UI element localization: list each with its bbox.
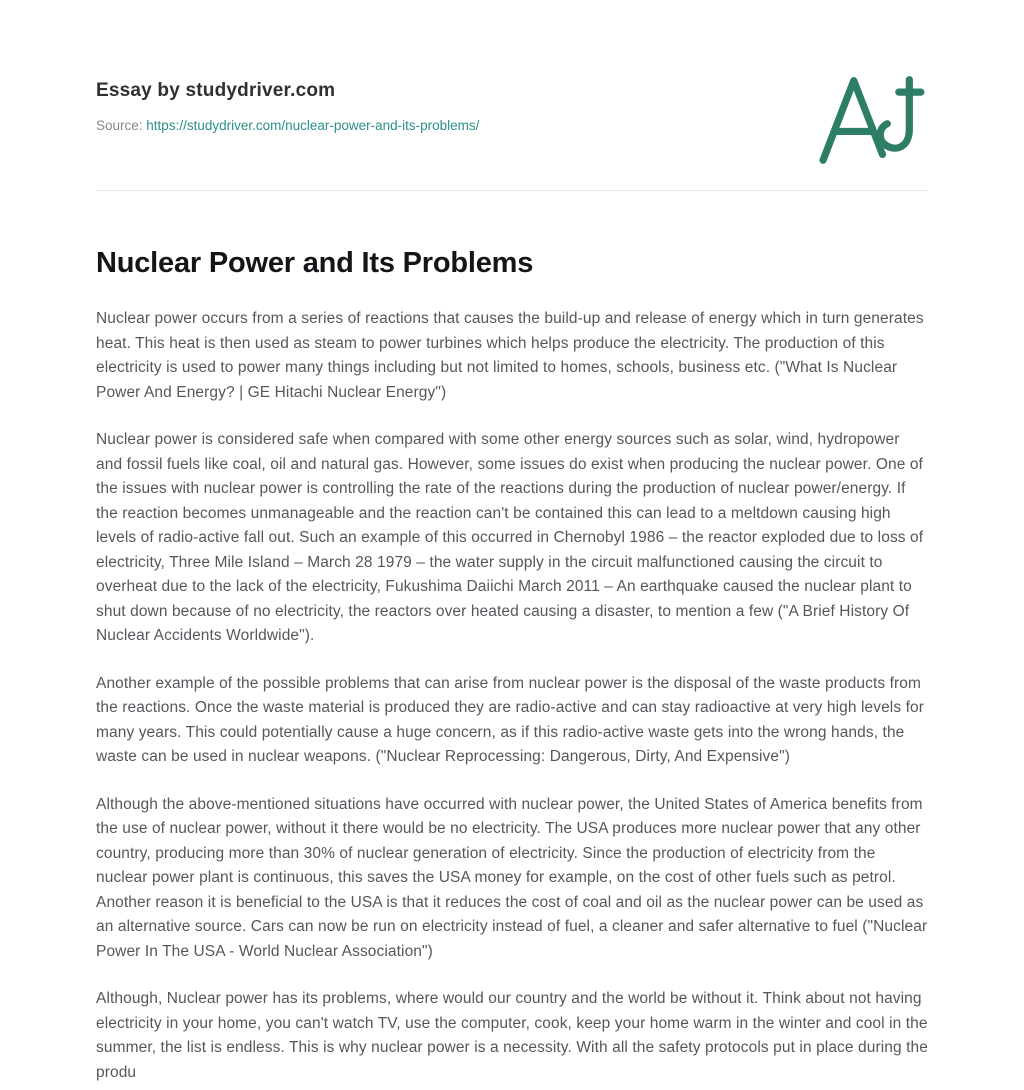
essay-paragraph-4: Although the above-mentioned situations have occurred with nuclear power, the United States of America benefits from the use of nuclear power, without it there would be no electricity. The USA produces more nuclear power that any other country, producing more than 30% of nuclear generation of electricity. Since the production of electricity from the nuclear power plant is continuous, this saves the USA money for example, on the cost of other fuels such as petrol. Another reason it is beneficial to the USA is that it reduces the cost of coal and oil as the nuclear power can be used as an alternative source. Cars can now be run on electricity instead of fuel, a cleaner and safer alternative to fuel ("Nuclear Power In The USA - World Nuclear Association") bbox=[96, 795, 928, 960]
essay-paragraph-1: Nuclear power occurs from a series of reactions that causes the build-up and release of energy which in turn generates heat. This heat is then used as steam to power turbines which helps produce the electricity. The production of this electricity is used to power many things including but not limited to homes, schools, business etc. ("What Is Nuclear Power And Energy? | GE Hitachi Nuclear Energy") bbox=[96, 310, 924, 401]
essay-paragraph-3: Another example of the possible problems that can arise from nuclear power is the disposal of the waste products from the reactions. Once the waste material is produced they are radio-active and can stay radioactive at very high levels for many years. This could potentially cause a huge concern, as if this radio-active waste gets into the wrong hands, the waste can be used in nuclear weapons. ("Nuclear Reprocessing: Dangerous, Dirty, And Expensive") bbox=[96, 674, 924, 765]
page-title: Nuclear Power and Its Problems bbox=[96, 247, 534, 279]
header-text-block bbox=[96, 72, 479, 133]
document-header bbox=[96, 0, 928, 191]
source-line bbox=[96, 118, 479, 133]
studydriver-logo-icon bbox=[816, 72, 926, 164]
essay-paragraph-5: Although, Nuclear power has its problems, where would our country and the world be without it. Think about not having electricity in your home, you can't watch TV, use the computer, cook, keep your home warm in the winter and cool in the summer, the list is endless. This is why nuclear power is a necessity. With all the safety protocols put in place during the produ bbox=[96, 990, 928, 1081]
source-label: Source: bbox=[96, 118, 143, 133]
essay-by-title: Essay by studydriver.com bbox=[96, 80, 336, 101]
essay-paragraph-2: Nuclear power is considered safe when compared with some other energy sources such as solar, wind, hydropower and fossil fuels like coal, oil and natural gas. However, some issues do exist when producing the nuclear power. One of the issues with nuclear power is controlling the rate of the reactions during the production of nuclear power/energy. If the reaction becomes unmanageable and the reaction can't be contained this can lead to a meltdown causing high levels of radio-active fall out. Such an example of this occurred in Chernobyl 1986 – the reactor exploded due to loss of electricity, Three Mile Island – March 28 1979 – the water supply in the circuit malfunctioned causing the circuit to overheat due to the lack of the electricity, Fukushima Daiichi March 2011 – An earthquake caused the nuclear plant to shut down because of no electricity, the reactors over heated causing a disaster, to mention a few ("A Brief History Of Nuclear Accidents Worldwide"). bbox=[96, 431, 924, 644]
essay-body bbox=[96, 191, 928, 1085]
source-link[interactable]: https://studydriver.com/nuclear-power-and-its-problems/ bbox=[146, 118, 480, 133]
